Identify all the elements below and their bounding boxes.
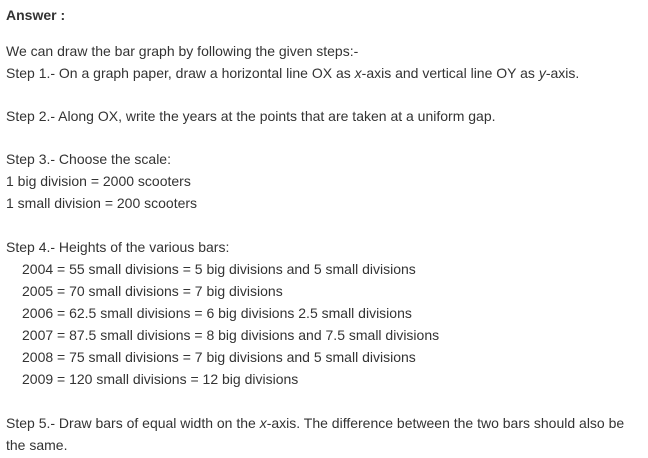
step-1-text-a: Step 1.- On a graph paper, draw a horizontal line OX as <box>6 65 355 81</box>
step-4-title: Step 4.- Heights of the various bars: <box>6 239 230 255</box>
step-3-title: Step 3.- Choose the scale: <box>6 151 171 167</box>
step-4-row-2009: 2009 = 120 small divisions = 12 big divisions <box>22 371 299 387</box>
step-4-row-2008: 2008 = 75 small divisions = 7 big divisions and 5 small divisions <box>22 349 416 365</box>
step-1 <box>6 64 579 82</box>
step-4-row-2007: 2007 = 87.5 small divisions = 8 big divisions and 7.5 small divisions <box>22 327 440 343</box>
step-1-text-c: -axis. <box>545 65 580 81</box>
step-1-x-variable: x <box>354 65 362 81</box>
intro-text: We can draw the bar graph by following the given steps:- <box>6 43 359 59</box>
step-2: Step 2.- Along OX, write the years at the points that are taken at a uniform gap. <box>6 108 496 124</box>
step-1-text-b: -axis and vertical line OY as <box>361 65 539 81</box>
step-5-x-variable: x <box>259 415 267 431</box>
step-5-continuation: the same. <box>6 437 68 453</box>
step-3-small-division: 1 small division = 200 scooters <box>6 195 198 211</box>
step-1-y-variable: y <box>538 65 546 81</box>
answer-heading: Answer : <box>6 7 66 23</box>
step-5-text-b: -axis. The difference between the two bars should also be <box>266 415 625 431</box>
step-5 <box>6 414 624 432</box>
step-5-text-a: Step 5.- Draw bars of equal width on the <box>6 415 260 431</box>
step-4-row-2005: 2005 = 70 small divisions = 7 big divisions <box>22 283 283 299</box>
step-3-big-division: 1 big division = 2000 scooters <box>6 173 191 189</box>
step-4-row-2006: 2006 = 62.5 small divisions = 6 big divisions 2.5 small divisions <box>22 305 412 321</box>
step-4-row-2004: 2004 = 55 small divisions = 5 big divisions and 5 small divisions <box>22 261 416 277</box>
